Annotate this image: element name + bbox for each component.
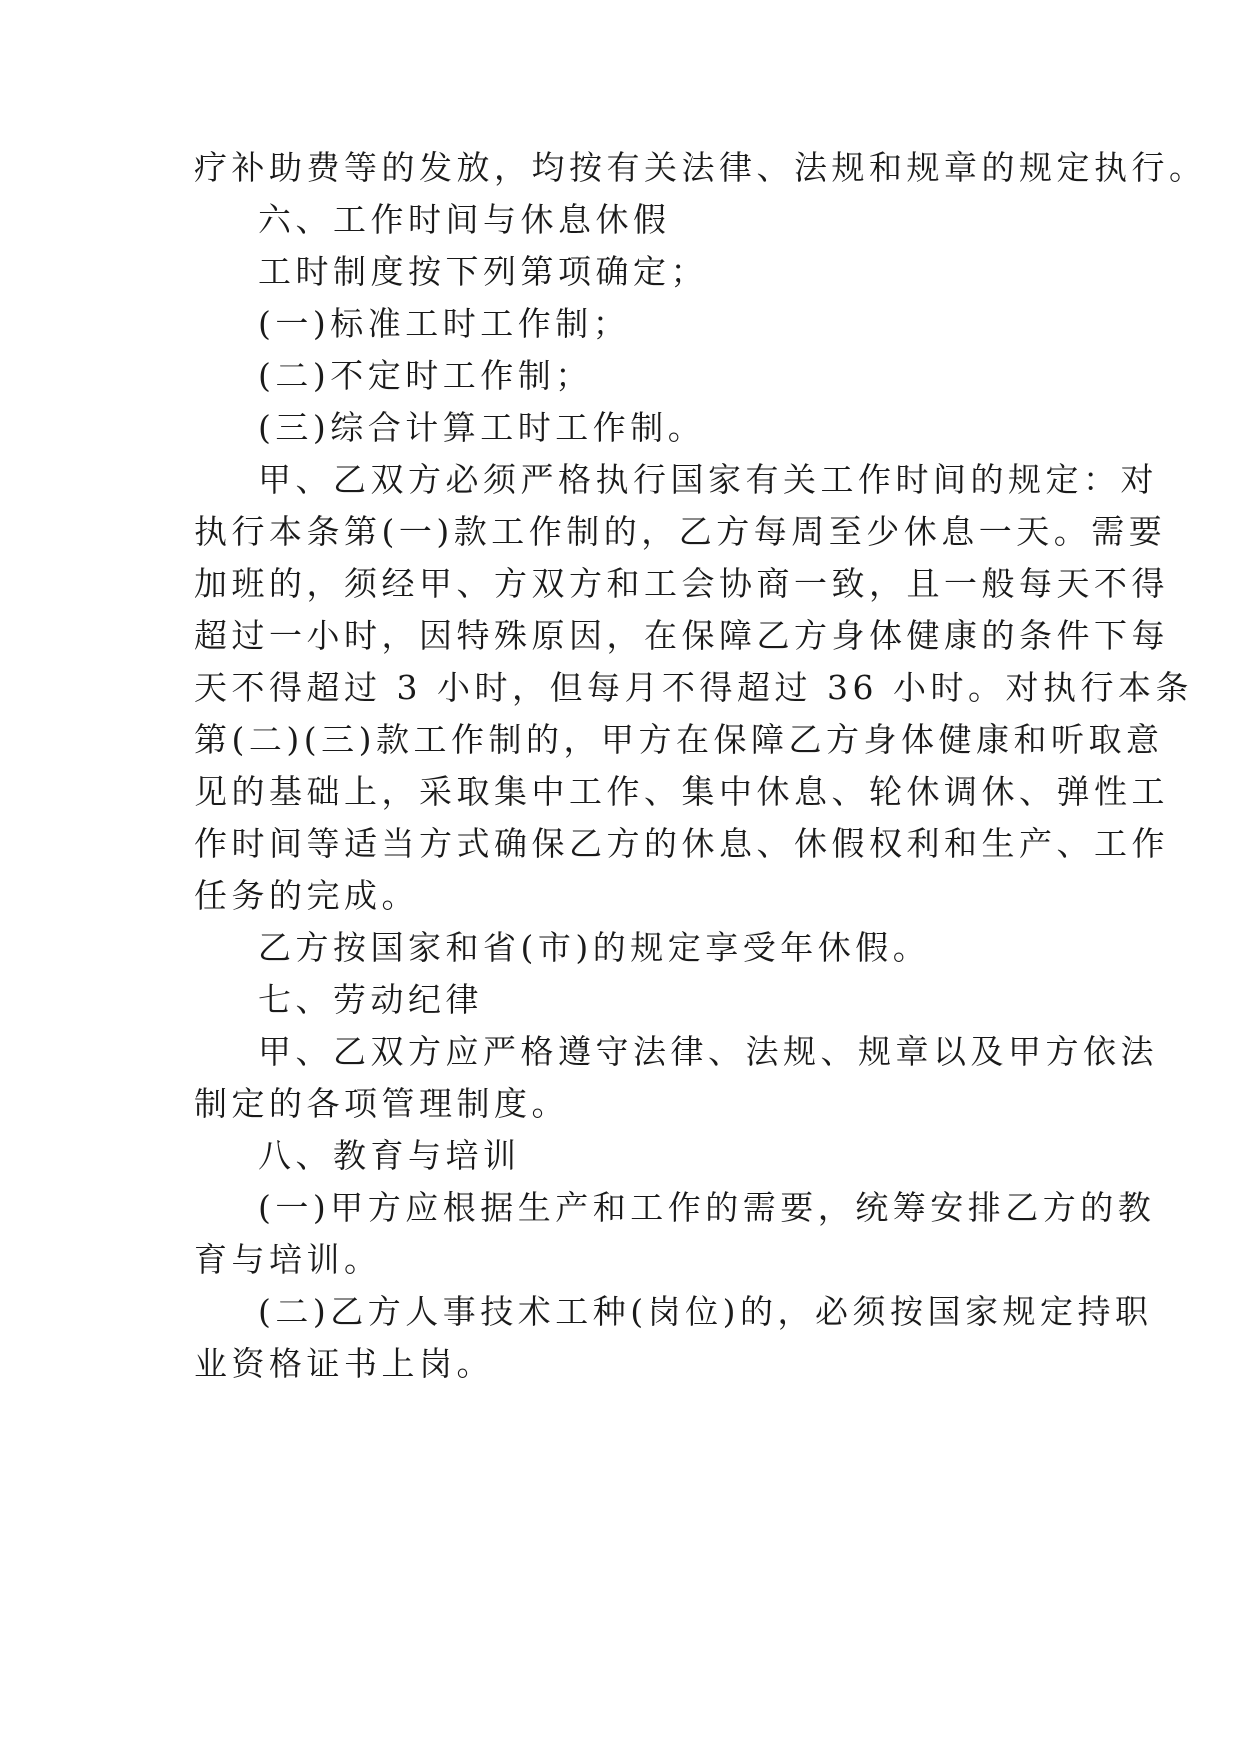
text-line: 任务的完成。 xyxy=(194,876,419,915)
list-item: (三)综合计算工时工作制。 xyxy=(258,408,706,447)
text-line: 甲、乙双方应严格遵守法律、法规、规章以及甲方依法 xyxy=(258,1032,1158,1071)
text-line: 第(二)(三)款工作制的，甲方在保障乙方身体健康和听取意 xyxy=(194,720,1164,759)
text-line: 疗补助费等的发放，均按有关法律、法规和规章的规定执行。 xyxy=(194,148,1207,187)
text-line: 见的基础上，采取集中工作、集中休息、轮休调休、弹性工 xyxy=(194,772,1169,811)
text-line: 作时间等适当方式确保乙方的休息、休假权利和生产、工作 xyxy=(194,824,1169,863)
section-heading: 七、劳动纪律 xyxy=(258,980,483,1019)
text-line: 业资格证书上岗。 xyxy=(194,1344,494,1383)
text-line: 加班的，须经甲、方双方和工会协商一致，且一般每天不得 xyxy=(194,564,1169,603)
list-item: (二)乙方人事技术工种(岗位)的，必须按国家规定持职 xyxy=(258,1292,1153,1331)
list-item: (一)甲方应根据生产和工作的需要，统筹安排乙方的教 xyxy=(258,1188,1156,1227)
text-line: 育与培训。 xyxy=(194,1240,382,1279)
text-line: 乙方按国家和省(市)的规定享受年休假。 xyxy=(258,928,931,967)
section-heading: 八、教育与培训 xyxy=(258,1136,521,1175)
text-line: 工时制度按下列第项确定； xyxy=(258,252,708,291)
text-line: 执行本条第(一)款工作制的，乙方每周至少休息一天。需要 xyxy=(194,512,1167,551)
list-item: (二)不定时工作制； xyxy=(258,356,593,395)
section-heading: 六、工作时间与休息休假 xyxy=(258,200,671,239)
list-item: (一)标准工时工作制； xyxy=(258,304,631,343)
text-line: 超过一小时，因特殊原因，在保障乙方身体健康的条件下每 xyxy=(194,616,1169,655)
text-line: 甲、乙双方必须严格执行国家有关工作时间的规定：对 xyxy=(258,460,1158,499)
text-line: 天不得超过 3 小时，但每月不得超过 36 小时。对执行本条 xyxy=(194,668,1193,707)
text-line: 制定的各项管理制度。 xyxy=(194,1084,569,1123)
